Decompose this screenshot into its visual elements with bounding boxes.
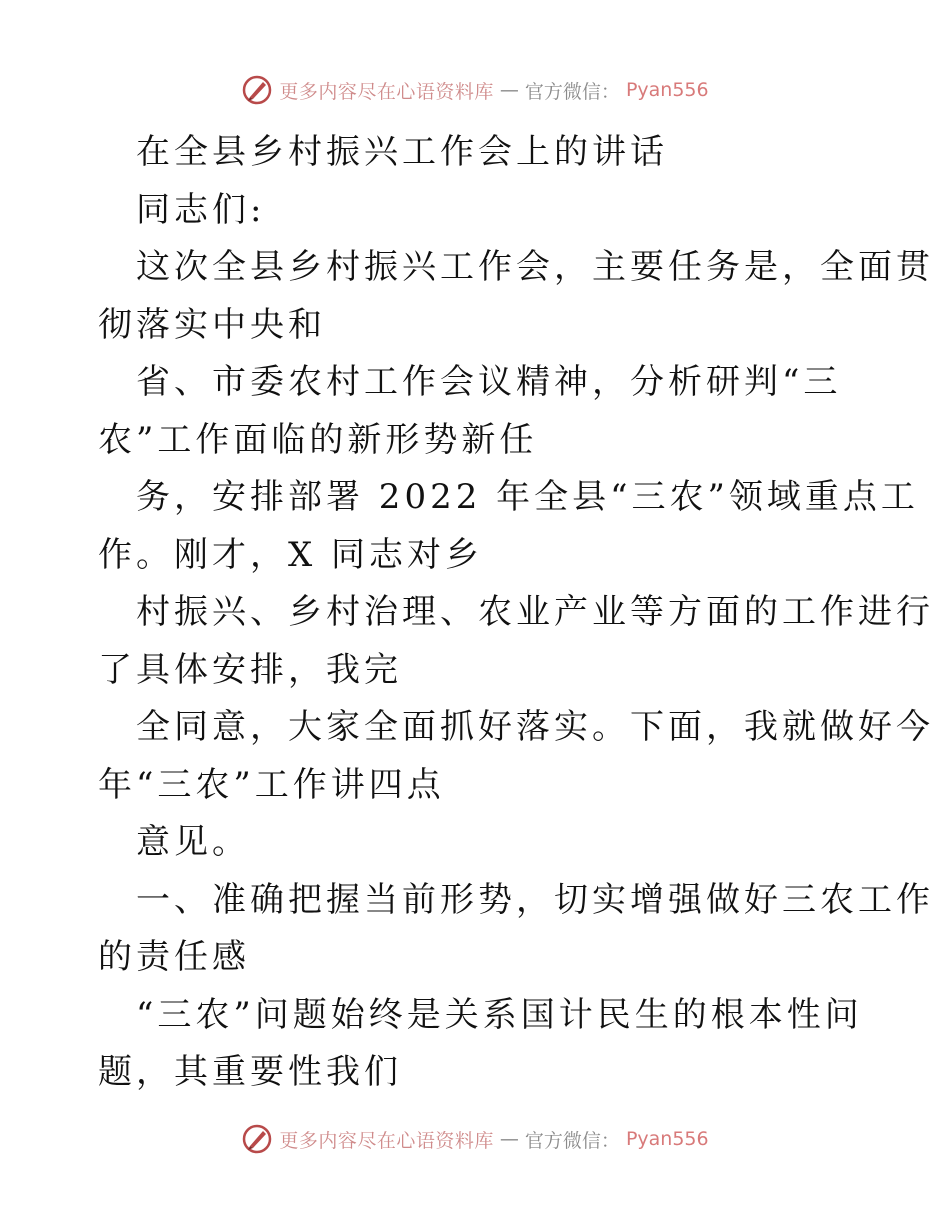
- text-line: 农”工作面临的新形势新任: [98, 419, 538, 460]
- quill-pen-seal-icon: [241, 1123, 273, 1155]
- banner-wechat-id: Pyan556: [625, 79, 709, 101]
- footer-watermark-banner: [0, 1119, 950, 1159]
- text-line: 意见。: [136, 822, 250, 862]
- text-line: 彻落实中央和: [98, 304, 326, 345]
- banner-wechat-id: Pyan556: [625, 1128, 709, 1150]
- section-heading-continued: 的责任感: [98, 937, 250, 977]
- text-line: “三农”问题始终是关系国计民生的根本性问: [136, 994, 863, 1035]
- speech-title: 在全县乡村振兴工作会上的讲话: [136, 132, 668, 172]
- text-line: 题，其重要性我们: [98, 1052, 402, 1092]
- quill-pen-seal-icon: [241, 74, 273, 106]
- banner-separator: —: [499, 1128, 519, 1150]
- section-heading: 一、准确把握当前形势，切实增强做好三农工作: [136, 879, 934, 920]
- banner-wechat-label: 官方微信：: [524, 1129, 620, 1152]
- text-line: 作。刚才，X 同志对乡: [98, 534, 484, 575]
- text-line: 全同意，大家全面抓好落实。下面，我就做好今: [136, 707, 934, 747]
- banner-brand-text: 更多内容尽在心语资料库: [279, 1129, 494, 1152]
- banner-separator: —: [499, 79, 519, 101]
- speech-body: [98, 124, 934, 1102]
- text-line: 年“三农”工作讲四点: [98, 764, 445, 805]
- text-line: 务，安排部署 2022 年全县“三农”领域重点工: [136, 477, 919, 517]
- text-line: 了具体安排，我完: [98, 649, 402, 690]
- banner-brand-text: 更多内容尽在心语资料库: [279, 80, 494, 103]
- text-line: 村振兴、乡村治理、农业产业等方面的工作进行: [136, 592, 934, 632]
- text-line: 省、市委农村工作会议精神，分析研判“三: [136, 362, 842, 402]
- salutation: 同志们:: [136, 189, 266, 230]
- text-line: 这次全县乡村振兴工作会，主要任务是，全面贯: [136, 247, 934, 287]
- header-watermark-banner: [0, 70, 950, 110]
- banner-wechat-label: 官方微信：: [524, 80, 620, 103]
